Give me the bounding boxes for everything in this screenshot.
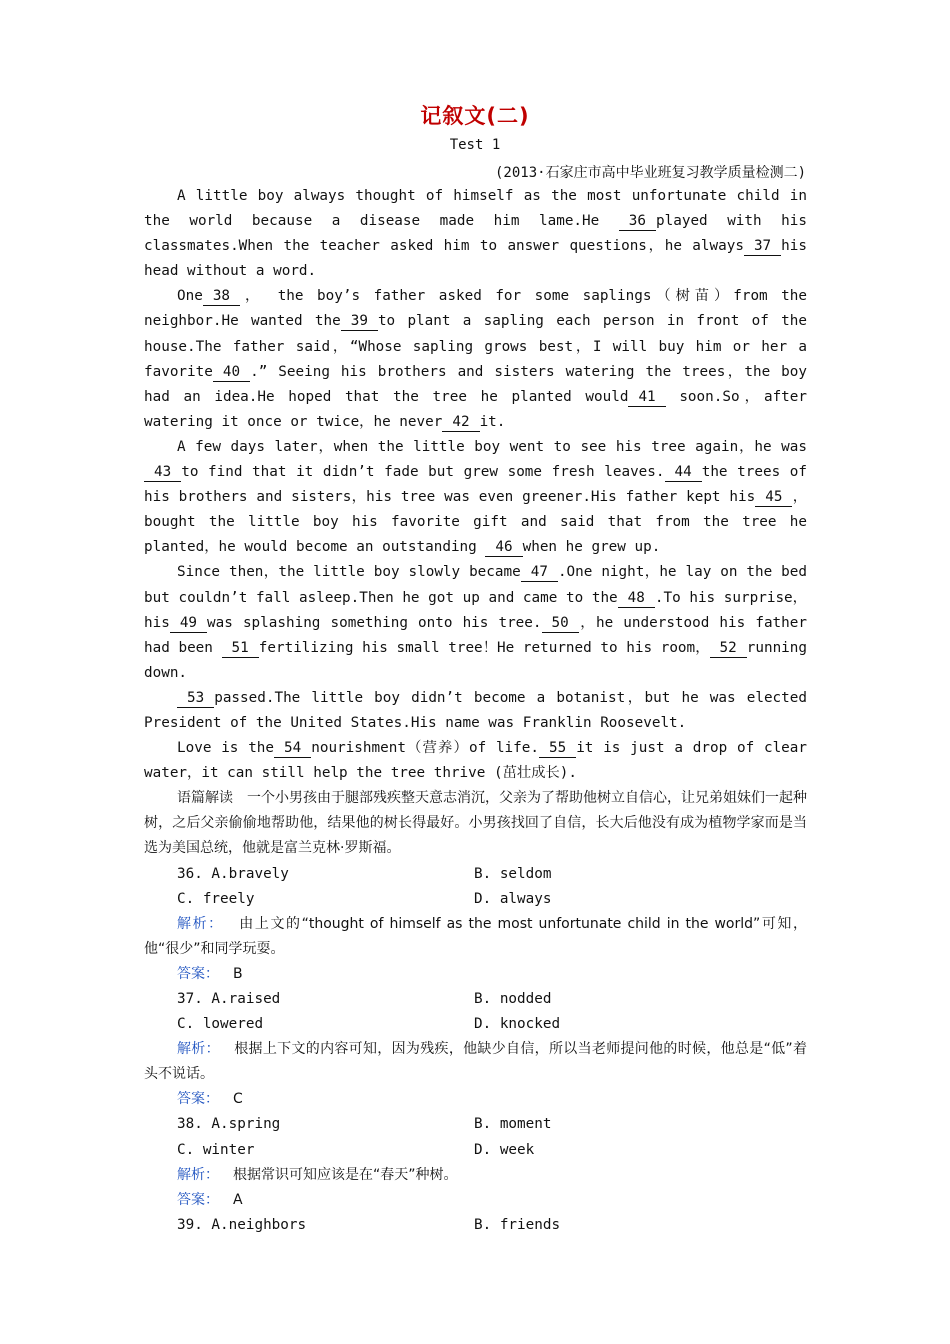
analysis-label: 解析：	[177, 1166, 219, 1183]
question-38	[144, 1112, 807, 1212]
option-c: C. freely	[177, 890, 255, 907]
blank-41: 41	[628, 389, 665, 407]
answer	[144, 962, 807, 987]
passage-text: .To his surprise，his	[144, 589, 807, 631]
passage-paragraph-5	[144, 686, 807, 736]
option-b: B. nodded	[474, 991, 552, 1007]
blank-52: 52	[710, 640, 747, 658]
analysis	[144, 1037, 807, 1087]
option-c: C. winter	[177, 1141, 255, 1158]
option-b: B. seldom	[474, 865, 552, 882]
option-a: 38. A.spring	[177, 1116, 281, 1133]
question-37	[144, 987, 807, 1112]
answer	[144, 1087, 807, 1112]
answer-label: 答案：	[177, 1191, 219, 1208]
passage-text: it is just a drop of clear water，it can still help the tree thrive (茁壮成长).	[144, 740, 808, 782]
blank-39: 39	[341, 313, 378, 331]
passage-text: One	[177, 288, 203, 305]
blank-45: 45	[755, 489, 792, 507]
blank-51: 51	[222, 640, 259, 658]
blank-46: 46	[485, 539, 522, 557]
passage-text: ，he understood his father had been	[144, 614, 807, 656]
option-d: D. always	[474, 890, 552, 907]
question-39	[144, 1213, 807, 1238]
blank-43: 43	[144, 464, 181, 482]
analysis-label: 解析：	[177, 1041, 220, 1058]
blank-36: 36	[619, 213, 656, 231]
answer-value: A	[233, 1191, 243, 1208]
passage-text: to plant a sapling each person in front of the house.The father said，“Whose sapling grows best，I will buy him or her a favorite	[144, 313, 807, 380]
passage-text: nourishment（营养）of life.	[311, 740, 539, 757]
passage-paragraph-4	[144, 560, 807, 685]
reading-text: 一个小男孩由于腿部残疾整天意志消沉，父亲为了帮助他树立自信心，让兄弟姐妹们一起种树，之后父亲偷偷地帮助他，结果他的树长得最好。小男孩找回了自信，长大后他没有成为植物学家而是当选为美国总统，他就是富兰克林·罗斯福。	[144, 790, 807, 857]
option-a: 36. A.bravely	[177, 865, 289, 882]
option-d: D. knocked	[474, 1016, 561, 1033]
blank-55: 55	[539, 740, 576, 758]
answer	[144, 1188, 807, 1213]
passage-text: .” Seeing his brothers and sisters watering the trees，the boy had an idea.He hoped that the tree he planted would	[144, 363, 807, 405]
option-b: B. moment	[474, 1116, 552, 1133]
passage-text: fertilizing his small tree！He returned to his room，	[258, 639, 710, 656]
passage-paragraph-2	[144, 284, 807, 435]
blank-54: 54	[274, 740, 311, 758]
answer-label: 答案：	[177, 965, 219, 982]
analysis-text: 由上文的“thought of himself as the most unfortunate child in the world”可知，他“很少”和同学玩耍。	[144, 915, 808, 957]
blank-44: 44	[665, 464, 702, 482]
blank-49: 49	[170, 615, 207, 633]
blank-42: 42	[442, 414, 479, 432]
passage-text: played with his classmates.When the teacher asked him to answer questions，he always	[144, 213, 807, 255]
answer-value: C	[233, 1091, 243, 1108]
passage-text: .One night，he lay on the bed but couldn’t fall asleep.Then he got up and came to the	[144, 564, 807, 606]
passage-text: when he grew up.	[522, 539, 661, 556]
option-a: 37. A.raised	[177, 991, 281, 1007]
passage-text: it.	[479, 413, 506, 430]
question-36	[144, 862, 807, 987]
passage-text: soon.So，after watering it once or twice，he never	[144, 388, 807, 430]
blank-47: 47	[521, 564, 558, 582]
blank-38: 38	[203, 288, 240, 306]
page-title: 记叙文(二)	[420, 104, 530, 128]
passage-text: ， the boy’s father asked for some saplings（树苗）from the neighbor.He wanted the	[144, 288, 807, 330]
blank-48: 48	[618, 590, 655, 608]
exam-source: (2013·石家庄市高中毕业班复习教学质量检测二)	[495, 165, 806, 181]
analysis-label: 解析：	[177, 915, 224, 932]
passage-text: ，bought the little boy his favorite gift and said that from the tree he planted，he would become an outstanding	[144, 489, 808, 556]
passage-text: A few days later，when the little boy went to see his tree again，he was	[177, 438, 807, 455]
passage-text: passed.The little boy didn’t become a botanist，but he was elected President of the United States.His name was Franklin Roosevelt.	[144, 689, 807, 731]
option-a: 39. A.neighbors	[177, 1216, 307, 1233]
passage-text: the trees of his brothers and sisters，his tree was even greener.His father kept his	[144, 464, 807, 506]
analysis-text: 根据常识可知应该是在“春天”种树。	[233, 1166, 458, 1183]
passage-text: Love is the	[177, 740, 275, 757]
blank-50: 50	[542, 615, 579, 633]
blank-40: 40	[213, 364, 250, 382]
option-b: B. friends	[474, 1216, 561, 1233]
option-d: D. week	[474, 1141, 535, 1158]
passage-text: A little boy always thought of himself as the most unfortunate child in the world because a disease made him lame.He	[144, 188, 807, 230]
answer-value: B	[233, 965, 243, 982]
reading-interpretation	[144, 786, 807, 861]
analysis	[144, 1163, 807, 1188]
document-body	[144, 184, 807, 1238]
passage-text: to find that it didn’t fade but grew some fresh leaves.	[181, 464, 665, 481]
passage-text: running down.	[144, 639, 808, 681]
reading-label: 语篇解读	[177, 790, 233, 807]
answer-label: 答案：	[177, 1091, 219, 1108]
passage-text: Since then，the little boy slowly became	[177, 564, 521, 581]
passage-paragraph-3	[144, 435, 807, 560]
passage-paragraph-1	[144, 184, 807, 284]
passage-text: his head without a word.	[144, 238, 807, 280]
test-subtitle: Test 1	[449, 137, 501, 153]
blank-53: 53	[177, 690, 214, 708]
option-c: C. lowered	[177, 1016, 264, 1033]
analysis-text: 根据上下文的内容可知，因为残疾，他缺少自信，所以当老师提问他的时候，他总是“低”着头不说话。	[144, 1041, 807, 1083]
analysis	[144, 912, 807, 962]
blank-37: 37	[744, 238, 781, 256]
passage-paragraph-6	[144, 736, 807, 786]
passage-text: was splashing something onto his tree.	[207, 614, 542, 631]
